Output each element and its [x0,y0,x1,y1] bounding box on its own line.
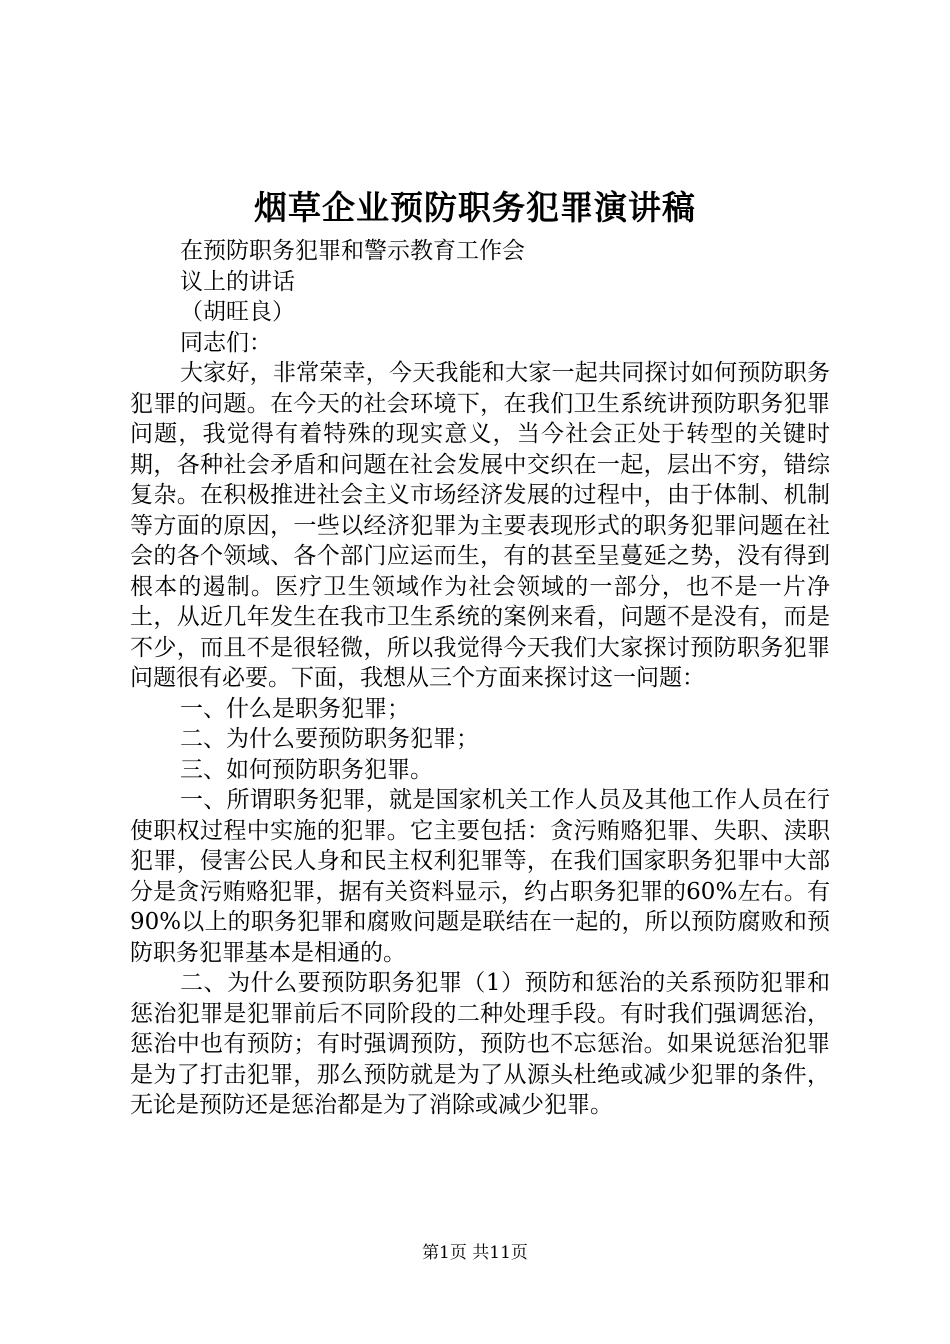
speech-heading-line-2: 议上的讲话 [180,268,295,295]
document-title: 烟草企业预防职务犯罪演讲稿 [254,188,696,227]
outline-item-3: 三、如何预防职务犯罪。 [180,756,433,783]
speaker-name: （胡旺良） [180,299,295,325]
outline-item-1: 一、什么是职务犯罪； [180,695,410,722]
document-body [130,236,830,1121]
paragraph-section-1: 一、所谓职务犯罪，就是国家机关工作人员及其他工作人员在行使职权过程中实施的犯罪。它主要包括：贪污贿赂犯罪、失职、渎职犯罪，侵害公民人身和民主权利犯罪等，在我们国家职务犯罪中大部分是贪污贿赂犯罪，据有关资料显示，约占职务犯罪的60%左右。有90%以上的职务犯罪和腐败问题是联结在一起的，所以预防腐败和预防职务犯罪基本是相通的。 [130,787,830,966]
outline-item-2: 二、为什么要预防职务犯罪； [180,726,479,752]
paragraph-section-2: 二、为什么要预防职务犯罪（1）预防和惩治的关系预防犯罪和惩治犯罪是犯罪前后不同阶段的二种处理手段。有时我们强调惩治，惩治中也有预防；有时强调预防，预防也不忘惩治。如果说惩治犯罪是为了打击犯罪，那么预防就是为了从源头杜绝或减少犯罪的条件，无论是预防还是惩治都是为了消除或减少犯罪。 [130,970,830,1118]
salutation: 同志们： [180,329,272,356]
paragraph-intro: 大家好，非常荣幸，今天我能和大家一起共同探讨如何预防职务犯罪的问题。在今天的社会环境下，在我们卫生系统讲预防职务犯罪问题，我觉得有着特殊的现实意义，当今社会正处于转型的关键时期，各种社会矛盾和问题在社会发展中交织在一起，层出不穷，错综复杂。在积极推进社会主义市场经济发展的过程中，由于体制、机制等方面的原因，一些以经济犯罪为主要表现形式的职务犯罪问题在社会的各个领域、各个部门应运而生，有的甚至呈蔓延之势，没有得到根本的遏制。医疗卫生领域作为社会领域的一部分，也不是一片净土，从近几年发生在我市卫生系统的案例来看，问题不是没有，而是不少，而且不是很轻微，所以我觉得今天我们大家探讨预防职务犯罪问题很有必要。下面，我想从三个方面来探讨这一问题： [130,360,830,691]
page-number-footer: 第1页 共11页 [422,1243,528,1263]
speech-heading-line-1: 在预防职务犯罪和警示教育工作会 [180,238,525,264]
